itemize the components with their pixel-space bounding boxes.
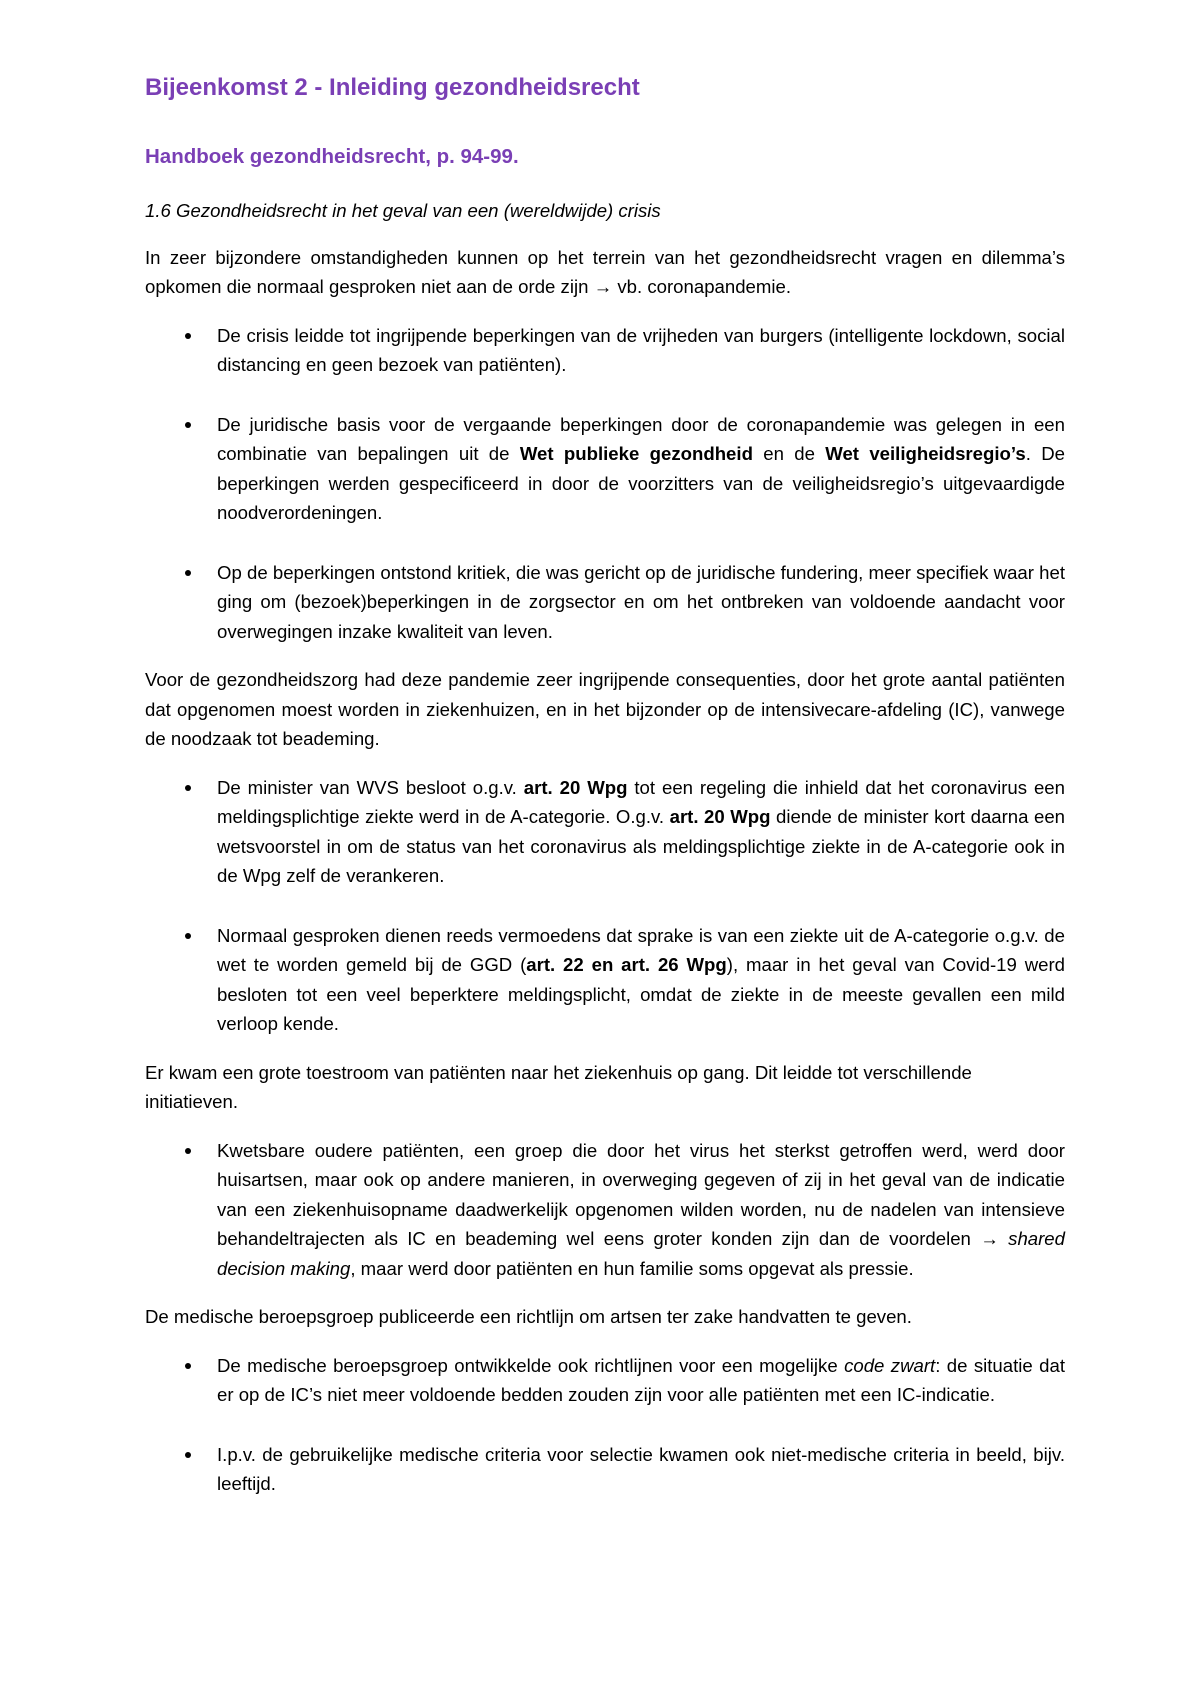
paragraph-influx: Er kwam een grote toestroom van patiënten naar het ziekenhuis op gang. Dit leidde tot verschillende initiatieven. (145, 1061, 972, 1112)
list-item-text: Normaal gesproken dienen reeds vermoedens dat sprake is van een ziekte uit de A-categorie o.g.v. de wet te worden gemeld bij de GGD ( (217, 924, 1065, 975)
list-item-text: I.p.v. de gebruikelijke medische criteria voor selectie kwamen ook niet-medische criteria in beeld, bijv. leeftijd. (217, 1443, 1065, 1494)
list-item (145, 773, 1065, 891)
bullet-icon (185, 1363, 191, 1369)
document-title: Bijeenkomst 2 - Inleiding gezondheidsrecht (145, 74, 640, 101)
bullet-icon (185, 422, 191, 428)
list-item-text: De crisis leidde tot ingrijpende beperkingen van de vrijheden van burgers (intelligente lockdown, social distancing en geen bezoek van patiënten). (217, 324, 1065, 375)
document-subtitle: Handboek gezondheidsrecht, p. 94-99. (145, 145, 519, 168)
intro-text-after: vb. coronapandemie. (612, 276, 792, 297)
list-item-text: , maar werd door patiënten en hun familie soms opgevat als pressie. (350, 1257, 914, 1279)
bullet-icon (185, 933, 191, 939)
list-item-text: De medische beroepsgroep ontwikkelde ook richtlijnen voor een mogelijke (217, 1354, 845, 1376)
bold-term: art. 20 Wpg (669, 806, 771, 827)
bullet-icon (185, 785, 191, 791)
list-item (145, 1136, 1065, 1284)
list-item (145, 1440, 1065, 1499)
list-item-text: . De beperkingen werden gespecificeerd in door de voorzitters van de veiligheidsregio’s uitgevaardigde noodverordeningen. (217, 443, 1065, 523)
bullet-icon (185, 333, 191, 339)
section-heading: 1.6 Gezondheidsrecht in het geval van een (wereldwijde) crisis (145, 200, 661, 221)
italic-term: code zwart (844, 1354, 936, 1376)
list-item (145, 410, 1065, 528)
list-item-text: diende de minister kort daarna een wetsvoorstel in om de status van het coronavirus als meldingsplichtige ziekte in de A-categorie ook in de Wpg zelf de verankeren. (217, 806, 1066, 886)
bold-term: art. 20 Wpg (523, 776, 628, 798)
arrow-right-icon: → (593, 276, 613, 297)
italic-term: shared decision making (217, 1228, 1065, 1279)
list-item-text: Kwetsbare oudere patiënten, een groep die door het virus het sterkst getroffen werd, werd door huisartsen, maar ook op andere manieren, in overweging gegeven of zij in het geval van de indicatie van een ziekenhuisopname daadwerkelijk opgenomen wilden worden, nu de nadelen van intensieve behandeltrajecten als IC en beademing wel eens groter konden zijn dan de voordelen (217, 1139, 1065, 1249)
arrow-right-icon: → (980, 1228, 999, 1249)
list-item-text: ), maar in het geval van Covid-19 werd besloten tot een veel beperktere meldingsplicht, omdat de ziekte in de meeste gevallen een mild verloop kende. (217, 954, 1065, 1034)
bullet-list-wpg (145, 773, 1065, 1039)
list-item-text: Op de beperkingen ontstond kritiek, die was gericht op de juridische fundering, meer specifiek waar het ging om (bezoek)beperkingen in de zorgsector en om het ontbreken van voldoende aandacht voor overwegingen inzake kwaliteit van leven. (217, 561, 1065, 642)
list-item (145, 321, 1065, 380)
document-body (145, 196, 1065, 1518)
list-item-text: De minister van WVS besloot o.g.v. (217, 776, 524, 798)
bold-term: Wet publieke gezondheid (519, 443, 753, 464)
bullet-icon (185, 570, 191, 576)
list-item-text: tot een regeling die inhield dat het coronavirus een meldingsplichtige ziekte werd in de A-categorie. O.g.v. (217, 776, 1065, 827)
list-item (145, 921, 1065, 1039)
intro-paragraph (145, 243, 1065, 302)
bullet-list-patients (145, 1136, 1065, 1284)
paragraph-guideline: De medische beroepsgroep publiceerde een richtlijn om artsen ter zake handvatten te geven. (145, 1306, 912, 1327)
paragraph-healthcare: Voor de gezondheidszorg had deze pandemie zeer ingrijpende consequenties, door het grote aantal patiënten dat opgenomen moest worden in ziekenhuizen, en in het bijzonder op de intensivecare-afdeling (IC), vanwege de noodzaak tot beademing. (145, 669, 1065, 749)
intro-text: In zeer bijzondere omstandigheden kunnen op het terrein van het gezondheidsrecht vragen en dilemma’s opkomen die normaal gesproken niet aan de orde zijn (145, 246, 1065, 297)
bullet-list-code-zwart (145, 1351, 1065, 1499)
list-item-text: : de situatie dat er op de IC’s niet meer voldoende bedden zouden zijn voor alle patiënten met een IC-indicatie. (217, 1354, 1065, 1405)
list-item (145, 1351, 1065, 1410)
bullet-icon (185, 1148, 191, 1154)
list-item-text: De juridische basis voor de vergaande beperkingen door de coronapandemie was gelegen in een combinatie van bepalingen uit de (217, 413, 1065, 464)
bold-term: Wet veiligheidsregio’s (825, 443, 1026, 464)
list-item-text: en de (752, 443, 826, 464)
bold-term: art. 22 en art. 26 Wpg (526, 954, 727, 975)
list-item (145, 558, 1065, 647)
bullet-list-crisis (145, 321, 1065, 647)
bullet-icon (185, 1452, 191, 1458)
